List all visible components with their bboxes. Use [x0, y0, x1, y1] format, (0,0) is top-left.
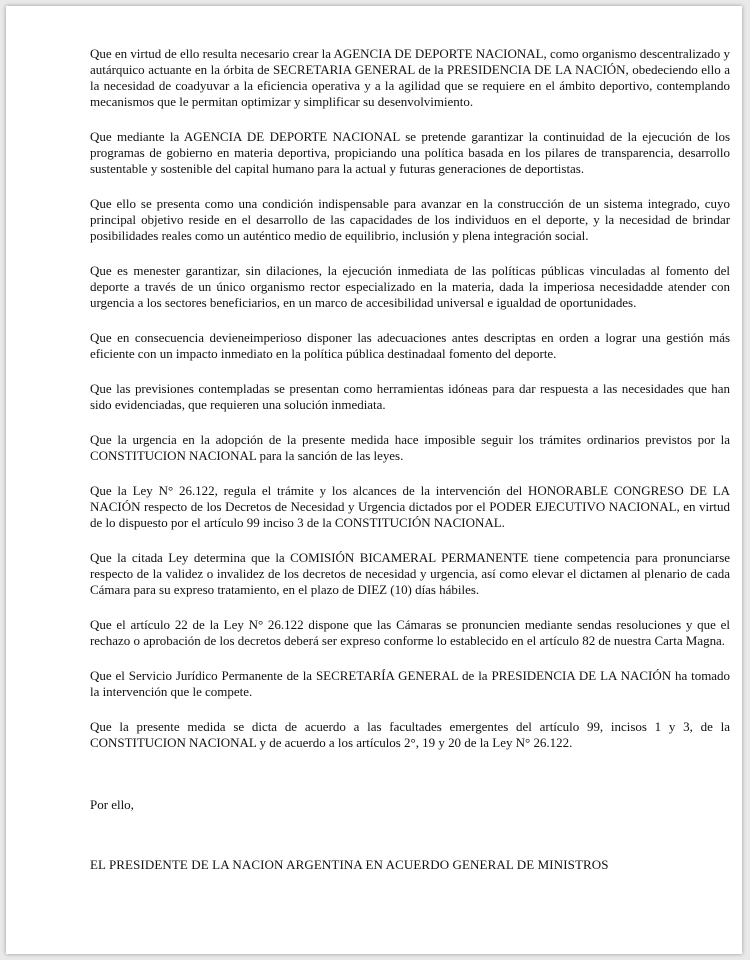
paragraph-continuidad-programas: Que mediante la AGENCIA DE DEPORTE NACIONAL se pretende garantizar la continuidad de la ejecución de los programas de gobierno en materia deportiva, propiciando una política basada en los pilares de transparencia, desarrollo sustentable y sostenible del capital humano para la actual y futuras generaciones de deportistas.	[90, 129, 730, 176]
closing-phrase: Por ello,	[90, 797, 134, 812]
paragraph-ley-26122: Que la Ley N° 26.122, regula el trámite y los alcances de la intervención del HONORABLE CONGRESO DE LA NACIÓN respecto de los Decretos de Necesidad y Urgencia dictados por el PODER EJECUTIVO NACIONAL, en virtud de lo dispuesto por el artículo 99 inciso 3 de la CONSTITUCIÓN NACIONAL.	[90, 483, 730, 530]
paragraph-agencia-creacion: Que en virtud de ello resulta necesario crear la AGENCIA DE DEPORTE NACIONAL, como organismo descentralizado y autárquico actuante en la órbita de SECRETARIA GENERAL de la PRESIDENCIA DE LA NACIÓN, obedeciendo ello a la necesidad de coadyuvar a la eficiencia operativa y a la agilidad que se requiere en el ámbito deportivo, contemplando mecanismos que le permitan optimizar y simplificar su desenvolvimiento.	[90, 46, 730, 109]
paragraph-facultades: Que la presente medida se dicta de acuerdo a las facultades emergentes del artículo 99, incisos 1 y 3, de la CONSTITUCION NACIONAL y de acuerdo a los artículos 2°, 19 y 20 de la Ley N° 26.122.	[90, 719, 730, 750]
signature-line: EL PRESIDENTE DE LA NACION ARGENTINA EN ACUERDO GENERAL DE MINISTROS	[90, 857, 609, 872]
paragraph-comision-bicameral: Que la citada Ley determina que la COMISIÓN BICAMERAL PERMANENTE tiene competencia para pronunciarse respecto de la validez o invalidez de los decretos de necesidad y urgencia, así como elevar el dictamen al plenario de cada Cámara para su expreso tratamiento, en el plazo de DIEZ (10) días hábiles.	[90, 550, 730, 597]
paragraph-garantizar-ejecucion: Que es menester garantizar, sin dilaciones, la ejecución inmediata de las políticas públicas vinculadas al fomento del deporte a través de un único organismo rector especializado en la materia, dada la imperiosa necesidadde atender con urgencia a los sectores beneficiarios, en un marco de accesibilidad universal e igualdad de oportunidades.	[90, 263, 730, 310]
document-body	[90, 46, 730, 892]
document-page	[6, 6, 742, 954]
paragraph-urgencia: Que la urgencia en la adopción de la presente medida hace imposible seguir los trámites ordinarios previstos por la CONSTITUCION NACIONAL para la sanción de las leyes.	[90, 432, 730, 463]
paragraph-servicio-juridico: Que el Servicio Jurídico Permanente de la SECRETARÍA GENERAL de la PRESIDENCIA DE LA NACIÓN ha tomado la intervención que le compete.	[90, 668, 730, 699]
paragraph-adecuaciones: Que en consecuencia devieneimperioso disponer las adecuaciones antes descriptas en orden a lograr una gestión más eficiente con un impacto inmediato en la política pública destinadaal fomento del deporte.	[90, 330, 730, 361]
paragraph-previsiones: Que las previsiones contempladas se presentan como herramientas idóneas para dar respuesta a las necesidades que han sido evidenciadas, que requieren una solución inmediata.	[90, 381, 730, 412]
paragraph-sistema-integrado: Que ello se presenta como una condición indispensable para avanzar en la construcción de un sistema integrado, cuyo principal objetivo reside en el desarrollo de las capacidades de los individuos en el deporte, y la necesidad de brindar posibilidades reales como un auténtico medio de equilibrio, inclusión y plena integración social.	[90, 196, 730, 243]
paragraph-articulo-22: Que el artículo 22 de la Ley N° 26.122 dispone que las Cámaras se pronuncien mediante sendas resoluciones y que el rechazo o aprobación de los decretos deberá ser expreso conforme lo establecido en el artículo 82 de nuestra Carta Magna.	[90, 617, 730, 648]
